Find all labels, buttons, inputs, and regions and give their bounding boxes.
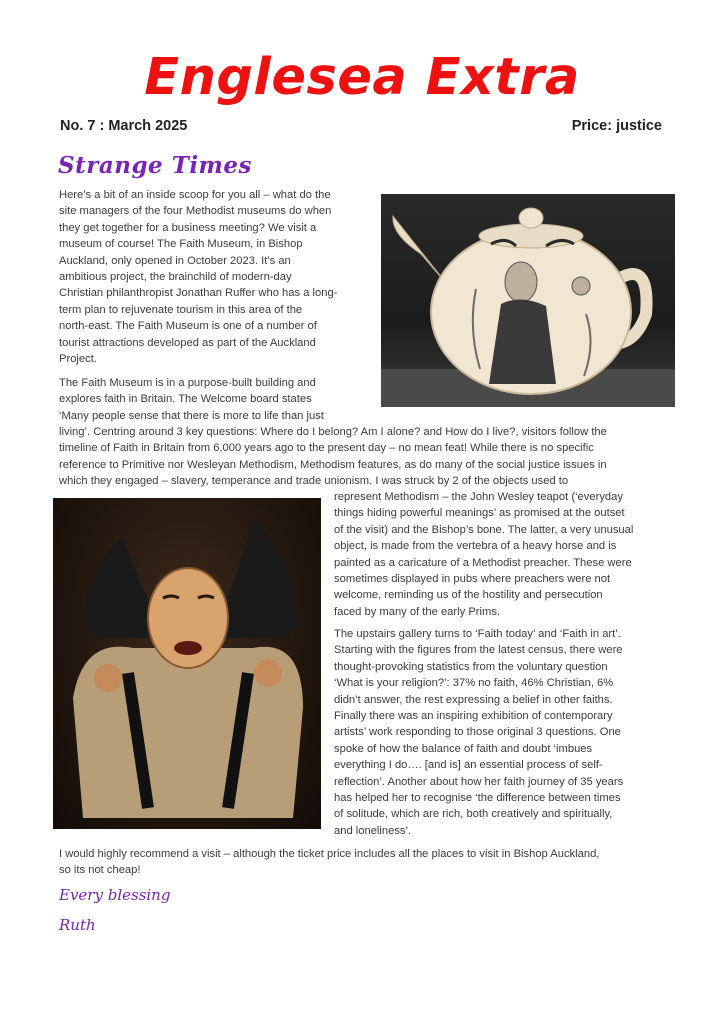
text-line: explores faith in Britain. The Welcome board states [59,393,312,406]
text-line: ‘Many people sense that there is more to life than just [59,409,324,422]
bishops-bone-photo [53,498,321,829]
text-line: north-east. The Faith Museum is one of a number of [59,320,317,333]
price-label: Price: justice [571,118,662,134]
closing-paragraph [59,846,599,879]
newsletter-title: Englesea Extra [144,48,580,107]
text-line: ambitious project, the brainchild of modern-day [59,271,292,284]
text-line: timeline of Faith in Britain from 6,000 years ago to the present day – no mean feat! While there is no specific [59,442,594,455]
paragraph-three [334,626,623,839]
text-line: site managers of the four Methodist museums do when [59,205,332,218]
text-line: and loneliness’. [334,824,412,837]
issue-number: No. 7 : March 2025 [60,118,188,134]
text-line: I would highly recommend a visit – although the ticket price includes all the places to visit in Bishop Auckland, [59,848,600,860]
text-line: reference to Primitive nor Wesleyan Methodism, Methodism features, as do many of the social justice issues in [59,458,607,471]
text-line: everything I do…. [and is] an essential process of self- [334,759,603,772]
wesley-teapot-photo [381,194,675,407]
text-line: Auckland, only opened in October 2023. It’s an [59,254,291,267]
paragraph-two-narrow [59,375,324,424]
article-headline: Strange Times [58,152,252,179]
text-line: object, is made from the vertebra of a heavy horse and is [334,540,617,553]
text-line: of the visit) and the Bishop’s bone. The latter, a very unusual [334,523,634,536]
signoff: Every blessing [59,886,171,904]
text-line: Here’s a bit of an inside scoop for you all – what do the [59,189,331,201]
text-line: ‘What is your religion?’: 37% no faith, 46% Christian, 6% [334,677,614,690]
paragraph-two-right [334,489,633,620]
text-line: represent Methodism – the John Wesley teapot (‘everyday [334,491,623,503]
text-line: living’. Centring around 3 key questions: Where do I belong? Am I alone? and How do I live?, visitors follow the [59,426,607,438]
author-name: Ruth [59,916,96,934]
intro-paragraph [59,187,337,367]
text-line: so its not cheap! [59,864,141,877]
text-line: Finally there was an inspiring exhibition of contemporary [334,710,613,723]
text-line: painted as a caricature of a Methodist preacher. These were [334,556,632,569]
text-line: thought-provoking statistics from the voluntary question [334,660,608,673]
text-line: sometimes displayed in pubs where preachers were not [334,573,611,586]
text-line: has helped her to recognise ‘the difference between times [334,792,621,805]
text-line: reflection’. Another about how her faith journey of 35 years [334,775,624,788]
text-line: Starting with the figures from the latest census, there were [334,644,623,657]
text-line: Project. [59,353,97,366]
text-line: spoke of how the balance of faith and doubt ‘imbues [334,742,593,755]
text-line: which they engaged – slavery, temperance and trade unionism. I was struck by 2 of the objects used to [59,475,569,488]
text-line: of solitude, which are rich, both creatively and spiritually, [334,808,613,821]
text-line: The upstairs gallery turns to ‘Faith today’ and ‘Faith in art’. [334,628,621,640]
text-line: faced by many of the early Prims. [334,605,501,618]
text-line: welcome, reminding us of the hostility and persecution [334,589,603,602]
text-line: didn’t answer, the rest expressing a belief in other faiths. [334,693,613,706]
text-line: tourist attractions developed as part of the Auckland [59,336,316,349]
text-line: they get together for a business meeting? We visit a [59,221,317,234]
text-line: Christian philanthropist Jonathan Ruffer who has a long- [59,287,338,300]
text-line: museum of course! The Faith Museum, in Bishop [59,238,303,251]
text-line: artists’ work responding to those original 3 questions. One [334,726,621,739]
text-line: The Faith Museum is in a purpose-built building and [59,377,316,389]
text-line: things hiding powerful meanings’ as promised at the outset [334,507,625,520]
paragraph-two-full [59,424,607,490]
text-line: term plan to rejuvenate tourism in this area of the [59,303,303,316]
